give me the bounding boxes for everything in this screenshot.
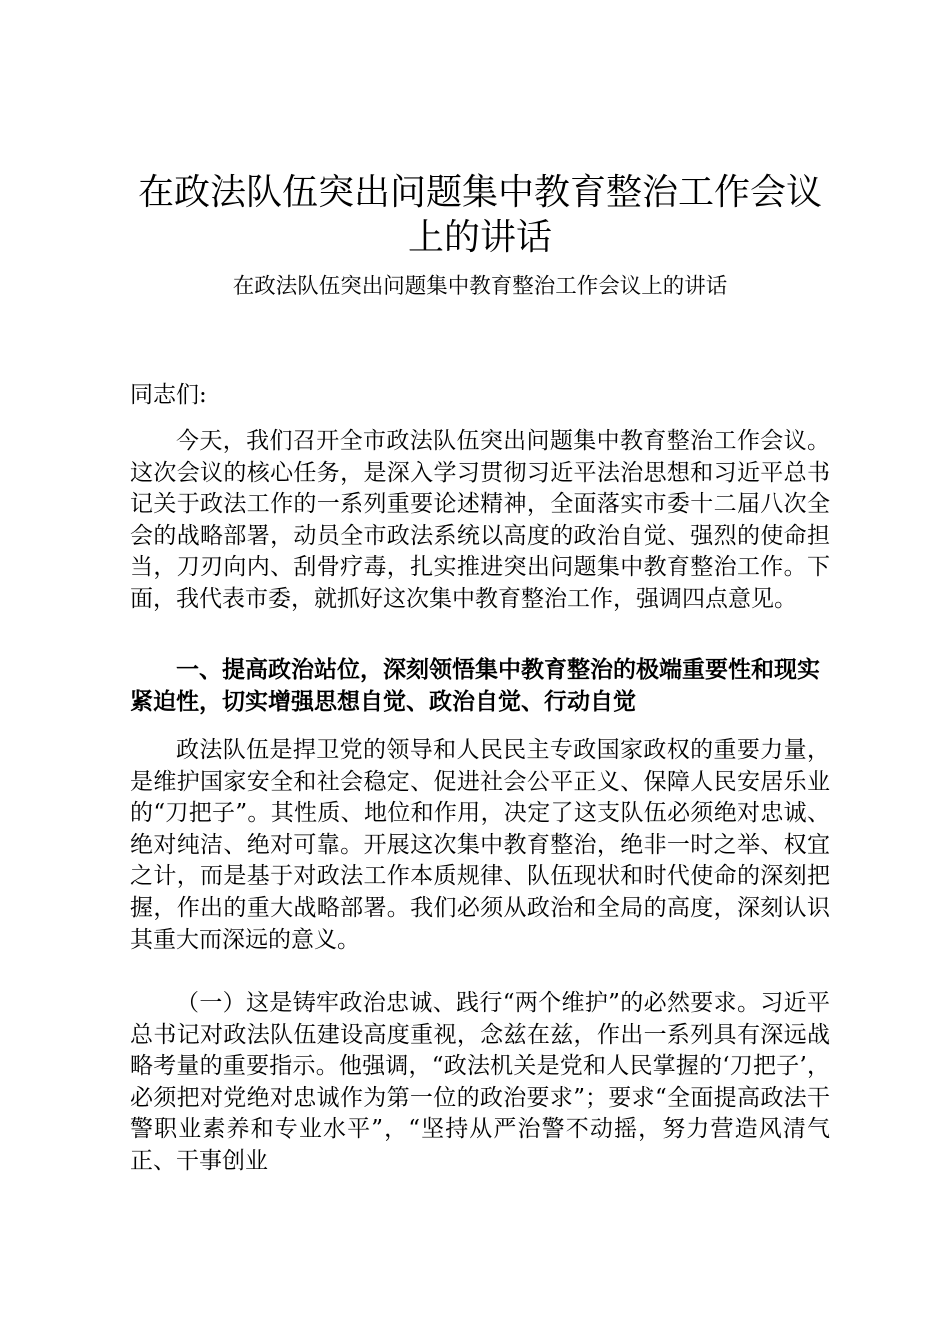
body-paragraph: （一）这是铸牢政治忠诚、践行“两个维护”的必然要求。习近平总书记对政法队伍建设高度重视，念兹在兹，作出一系列具有深远战略考量的重要指示。他强调，“政法机关是党和人民掌握的‘刀把子’，必须把对党绝对忠诚作为第一位的政治要求”；要求“全面提高政法干警职业素养和专业水平”，“坚持从严治警不动摇，努力营造风清气正、干事创业 [130, 990, 830, 1174]
body-paragraph: 政法队伍是捍卫党的领导和人民民主专政国家政权的重要力量，是维护国家安全和社会稳定、促进社会公平正义、保障人民安居乐业的“刀把子”。其性质、地位和作用，决定了这支队伍必须绝对忠诚、绝对纯洁、绝对可靠。开展这次集中教育整治，绝非一时之举、权宜之计，而是基于对政法工作本质规律、队伍现状和时代使命的深刻把握，作出的重大战略部署。我们必须从政治和全局的高度，深刻认识其重大而深远的意义。 [130, 737, 830, 953]
section-heading-1: 一、提高政治站位，深刻领悟集中教育整治的极端重要性和现实紧迫性，切实增强思想自觉、政治自觉、行动自觉 [130, 656, 820, 715]
salutation: 同志们: [130, 382, 207, 408]
document-title: 在政法队伍突出问题集中教育整治工作会议上的讲话 [137, 172, 822, 258]
document-subtitle: 在政法队伍突出问题集中教育整治工作会议上的讲话 [232, 274, 728, 299]
opening-paragraph: 今天，我们召开全市政法队伍突出问题集中教育整治工作会议。这次会议的核心任务，是深入学习贯彻习近平法治思想和习近平总书记关于政法工作的一系列重要论述精神，全面落实市委十二届八次全会的战略部署，动员全市政法系统以高度的政治自觉、强烈的使命担当，刀刃向内、刮骨疗毒，扎实推进突出问题集中教育整治工作。下面，我代表市委，就抓好这次集中教育整治工作，强调四点意见。 [130, 428, 830, 612]
